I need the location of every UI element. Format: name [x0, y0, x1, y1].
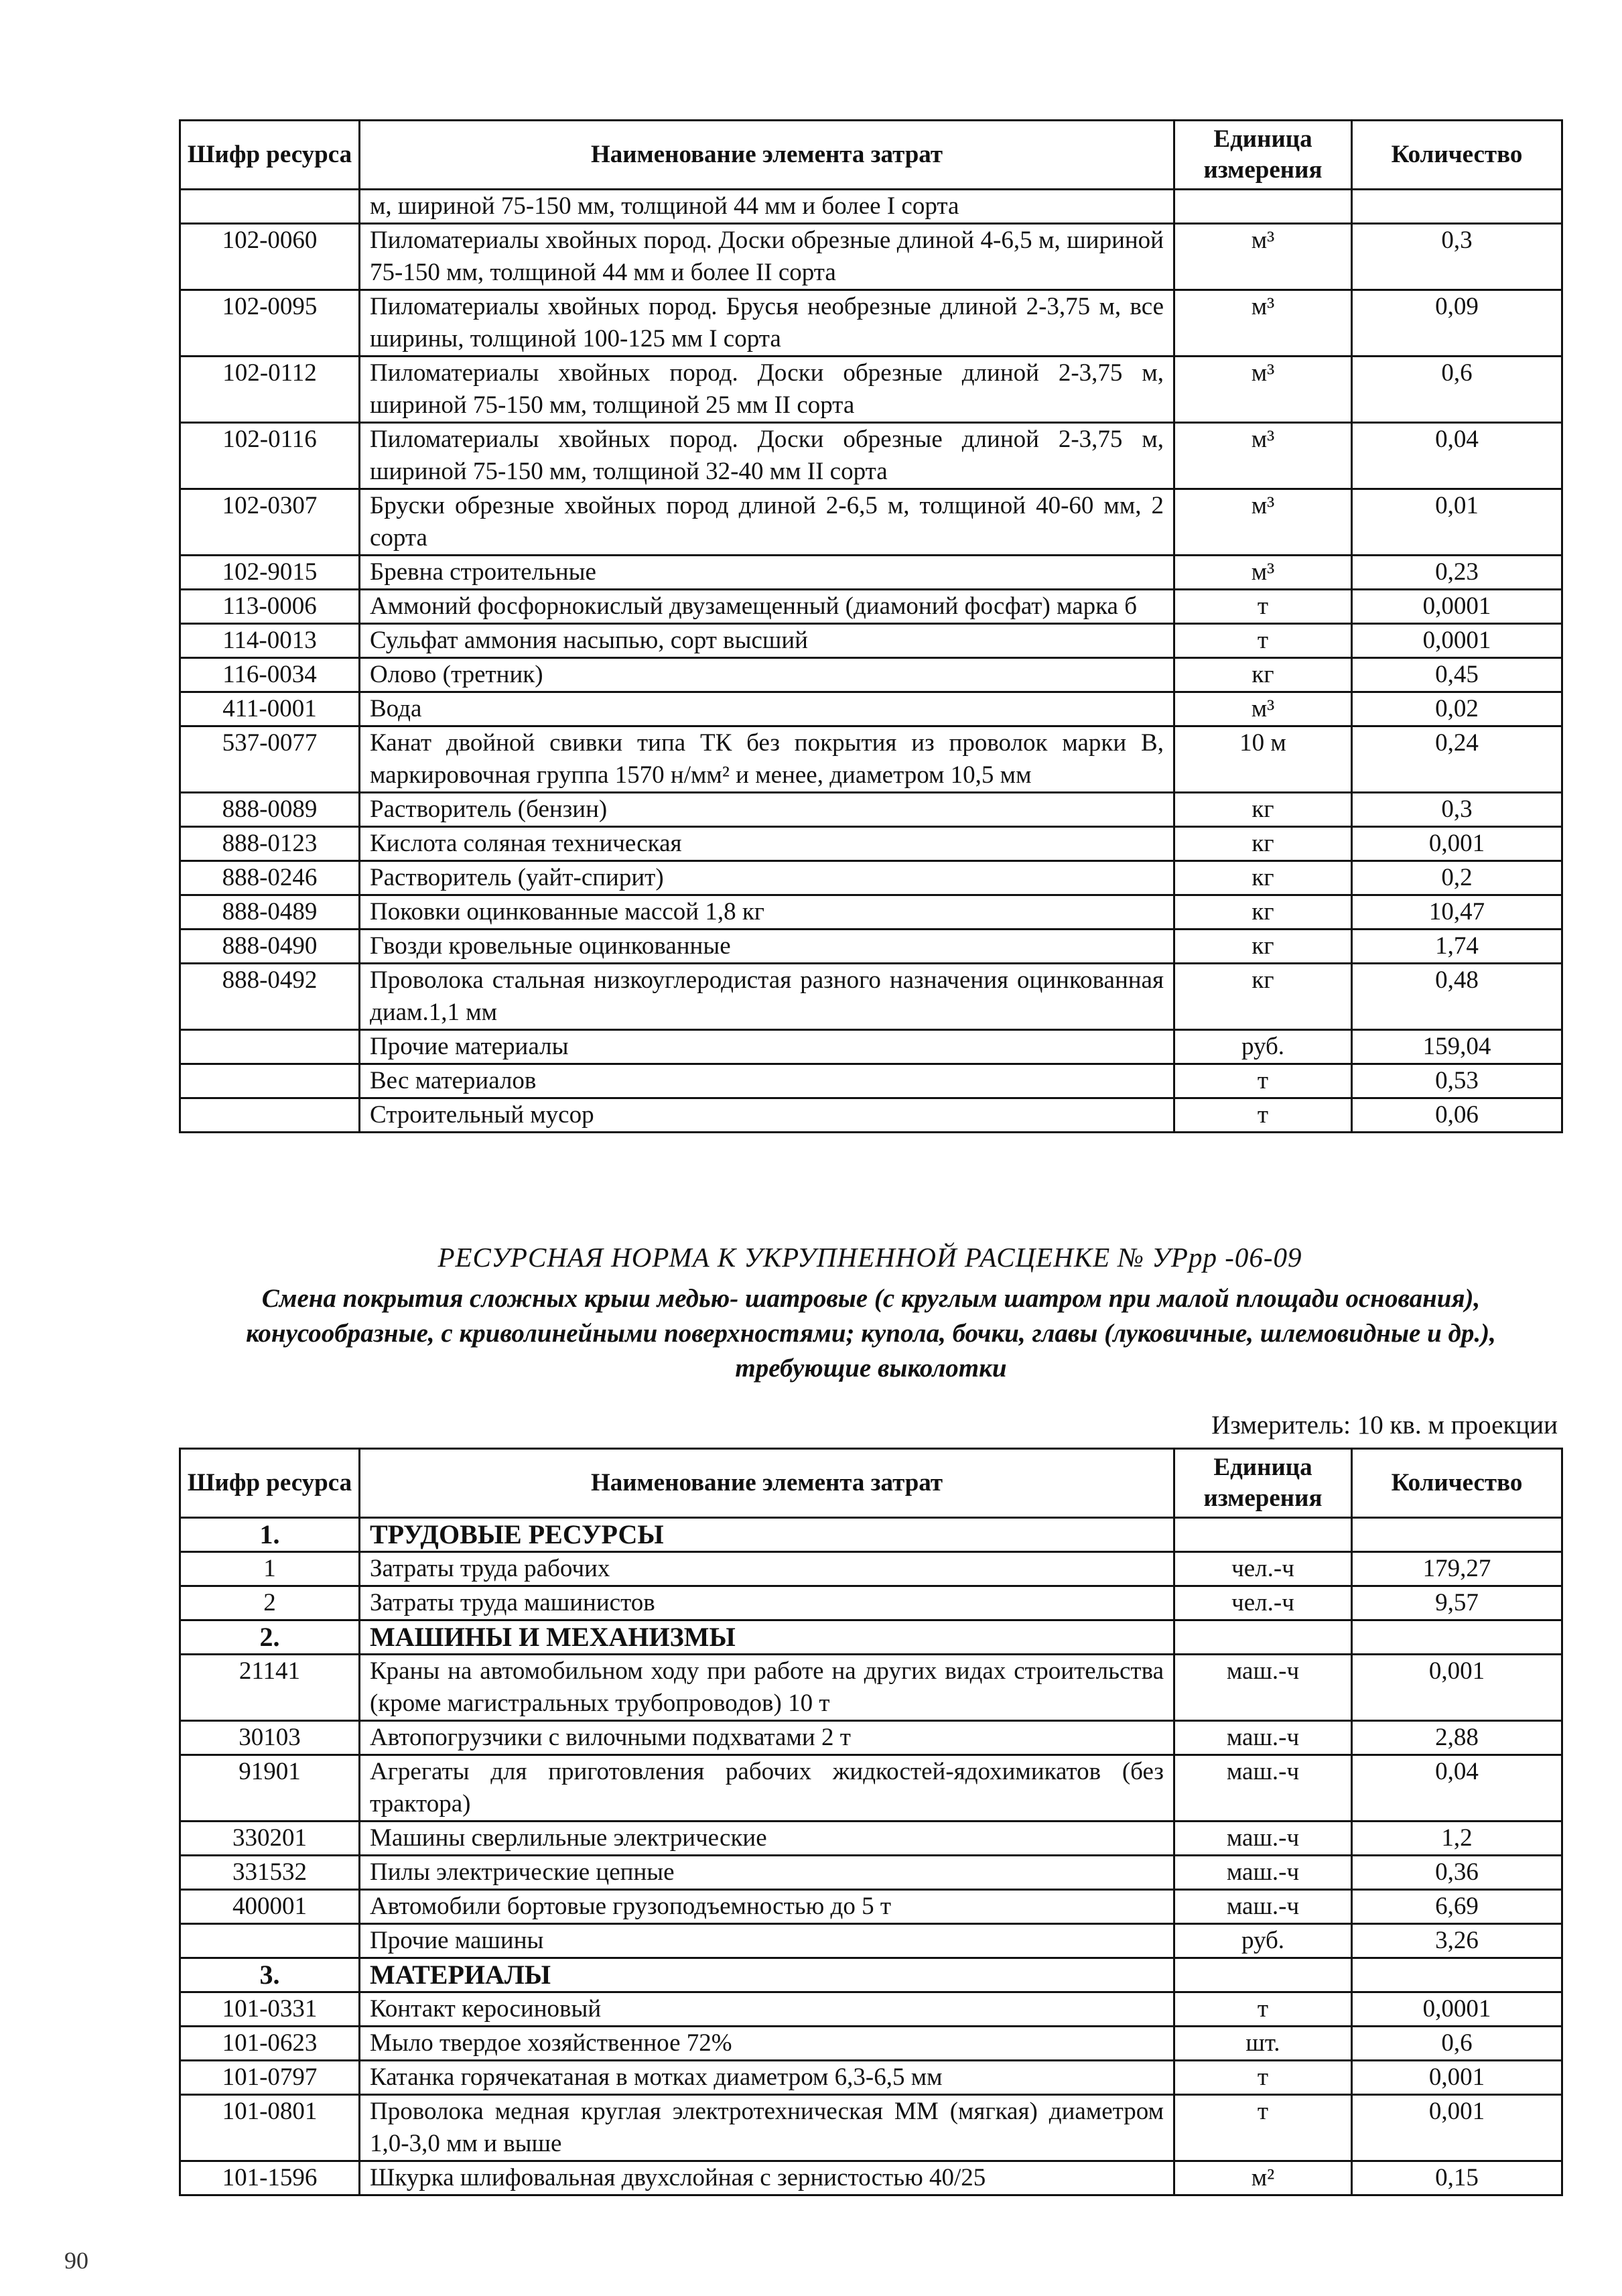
cell-code: 114-0013: [180, 624, 360, 658]
cell-qty: 2,88: [1352, 1721, 1562, 1755]
section-row: [180, 1518, 1562, 1552]
cell-code: 331532: [180, 1856, 360, 1890]
table-row: [180, 827, 1562, 861]
cell-unit: м³: [1174, 357, 1352, 423]
cell-qty: 0,36: [1352, 1856, 1562, 1890]
cell-name: м, шириной 75-150 мм, толщиной 44 мм и более I сорта: [360, 190, 1174, 224]
cell-unit: кг: [1174, 964, 1352, 1030]
table-row: [180, 726, 1562, 793]
cell-unit: кг: [1174, 658, 1352, 692]
cell-qty: 0,24: [1352, 726, 1562, 793]
cell-unit: т: [1174, 624, 1352, 658]
header-name: Наименование элемента затрат: [360, 121, 1174, 190]
cell-name: Поковки оцинкованные массой 1,8 кг: [360, 895, 1174, 930]
cell-qty: 6,69: [1352, 1890, 1562, 1924]
table-row: [180, 290, 1562, 357]
cell-name: Гвозди кровельные оцинкованные: [360, 930, 1174, 964]
cell-name: Затраты труда машинистов: [360, 1586, 1174, 1620]
cell-name: Машины сверлильные электрические: [360, 1822, 1174, 1856]
table-row: [180, 590, 1562, 624]
cell-unit: м³: [1174, 556, 1352, 590]
cell-unit: т: [1174, 2061, 1352, 2095]
table-row: [180, 1586, 1562, 1620]
cell-qty: [1352, 1620, 1562, 1655]
cell-name: Контакт керосиновый: [360, 1992, 1174, 2027]
table-row: [180, 1890, 1562, 1924]
cell-code: 888-0492: [180, 964, 360, 1030]
table-row: [180, 2095, 1562, 2161]
cell-qty: 1,74: [1352, 930, 1562, 964]
cell-qty: 0,23: [1352, 556, 1562, 590]
resource-table-continued: [179, 119, 1563, 1133]
cell-code: 101-1596: [180, 2161, 360, 2195]
header-code: Шифр ресурса: [180, 1449, 360, 1518]
cell-qty: 0,0001: [1352, 590, 1562, 624]
cell-unit: [1174, 1620, 1352, 1655]
cell-name: Растворитель (бензин): [360, 793, 1174, 827]
cell-code: 30103: [180, 1721, 360, 1755]
cell-code: 116-0034: [180, 658, 360, 692]
cell-qty: 0,0001: [1352, 1992, 1562, 2027]
table-row: [180, 1655, 1562, 1721]
cell-qty: 159,04: [1352, 1030, 1562, 1064]
cell-code: 101-0797: [180, 2061, 360, 2095]
cell-qty: 10,47: [1352, 895, 1562, 930]
cell-code: 2.: [180, 1620, 360, 1655]
cell-unit: м³: [1174, 290, 1352, 357]
cell-qty: [1352, 1958, 1562, 1992]
table-row: [180, 1755, 1562, 1822]
cell-unit: м³: [1174, 489, 1352, 556]
header-code: Шифр ресурса: [180, 121, 360, 190]
cell-qty: 0,04: [1352, 1755, 1562, 1822]
cell-name: Краны на автомобильном ходу при работе на других видах строительства (кроме магистральных трубопроводов) 10 т: [360, 1655, 1174, 1721]
header-qty: Количество: [1352, 121, 1562, 190]
cell-name: Канат двойной свивки типа ТК без покрытия из проволок марки В, маркировочная группа 1570 н/мм² и менее, диаметром 10,5 мм: [360, 726, 1174, 793]
cell-name: Сульфат аммония насыпью, сорт высший: [360, 624, 1174, 658]
cell-name: Аммоний фосфорнокислый двузамещенный (диамоний фосфат) марка б: [360, 590, 1174, 624]
cell-unit: руб.: [1174, 1030, 1352, 1064]
cell-code: 102-9015: [180, 556, 360, 590]
cell-code: [180, 1064, 360, 1098]
cell-unit: т: [1174, 1992, 1352, 2027]
cell-unit: маш.-ч: [1174, 1755, 1352, 1822]
table-row: [180, 2161, 1562, 2195]
page-number: 90: [64, 2247, 88, 2274]
section-subtitle: Смена покрытия сложных крыш медью- шатровые (с круглым шатром при малой площади основания), конусообразные, с криволинейными поверхностями; купола, бочки, главы (луковичные, шлемовидные и др.), требующие выколотки: [246, 1284, 1496, 1383]
table-body: [180, 1518, 1562, 2195]
section-row: [180, 1620, 1562, 1655]
table-row: [180, 1822, 1562, 1856]
cell-code: 888-0089: [180, 793, 360, 827]
header-name: Наименование элемента затрат: [360, 1449, 1174, 1518]
table-row: [180, 1992, 1562, 2027]
cell-code: 102-0116: [180, 423, 360, 489]
header-qty: Количество: [1352, 1449, 1562, 1518]
cell-name: Олово (третник): [360, 658, 1174, 692]
cell-code: 1.: [180, 1518, 360, 1552]
cell-name: Пиломатериалы хвойных пород. Доски обрезные длиной 4-6,5 м, шириной 75-150 мм, толщиной 44 мм и более II сорта: [360, 224, 1174, 290]
cell-qty: 0,0001: [1352, 624, 1562, 658]
table-row: [180, 1552, 1562, 1586]
header-unit: Единица измерения: [1174, 121, 1352, 190]
cell-unit: маш.-ч: [1174, 1655, 1352, 1721]
cell-name: Проволока стальная низкоуглеродистая разного назначения оцинкованная диам.1,1 мм: [360, 964, 1174, 1030]
cell-code: 113-0006: [180, 590, 360, 624]
cell-unit: шт.: [1174, 2027, 1352, 2061]
cell-name: Пилы электрические цепные: [360, 1856, 1174, 1890]
cell-code: 330201: [180, 1822, 360, 1856]
cell-code: 102-0307: [180, 489, 360, 556]
cell-qty: 0,001: [1352, 827, 1562, 861]
cell-name: Пиломатериалы хвойных пород. Доски обрезные длиной 2-3,75 м, шириной 75-150 мм, толщиной 25 мм II сорта: [360, 357, 1174, 423]
cell-code: 888-0490: [180, 930, 360, 964]
cell-code: 3.: [180, 1958, 360, 1992]
cell-name: Мыло твердое хозяйственное 72%: [360, 2027, 1174, 2061]
table-row: [180, 357, 1562, 423]
cell-name: Строительный мусор: [360, 1098, 1174, 1133]
section-title: РЕСУРСНАЯ НОРМА К УКРУПНЕННОЙ РАСЦЕНКЕ № УРрр -06-09: [437, 1242, 1302, 1273]
cell-name: МАШИНЫ И МЕХАНИЗМЫ: [360, 1620, 1174, 1655]
cell-name: Бревна строительные: [360, 556, 1174, 590]
cell-qty: [1352, 1518, 1562, 1552]
table-row: [180, 224, 1562, 290]
cell-code: [180, 190, 360, 224]
table-row: [180, 2061, 1562, 2095]
cell-qty: 0,001: [1352, 2061, 1562, 2095]
cell-qty: 0,15: [1352, 2161, 1562, 2195]
cell-unit: кг: [1174, 793, 1352, 827]
cell-name: Вес материалов: [360, 1064, 1174, 1098]
cell-code: 400001: [180, 1890, 360, 1924]
cell-name: Катанка горячекатаная в мотках диаметром 6,3-6,5 мм: [360, 2061, 1174, 2095]
cell-qty: 0,2: [1352, 861, 1562, 895]
table-row: [180, 423, 1562, 489]
measure-unit: Измеритель: 10 кв. м проекции: [1211, 1411, 1558, 1440]
cell-name: Прочие материалы: [360, 1030, 1174, 1064]
cell-qty: 0,001: [1352, 1655, 1562, 1721]
table-header-row: [180, 121, 1562, 190]
cell-name: Растворитель (уайт-спирит): [360, 861, 1174, 895]
cell-qty: 0,04: [1352, 423, 1562, 489]
cell-unit: руб.: [1174, 1924, 1352, 1958]
cell-code: 888-0123: [180, 827, 360, 861]
table-row: [180, 1098, 1562, 1133]
cell-unit: т: [1174, 590, 1352, 624]
cell-name: Агрегаты для приготовления рабочих жидкостей-ядохимикатов (без трактора): [360, 1755, 1174, 1822]
cell-qty: 0,6: [1352, 2027, 1562, 2061]
cell-unit: чел.-ч: [1174, 1586, 1352, 1620]
cell-code: 101-0623: [180, 2027, 360, 2061]
cell-code: 102-0095: [180, 290, 360, 357]
cell-unit: маш.-ч: [1174, 1721, 1352, 1755]
cell-unit: т: [1174, 2095, 1352, 2161]
cell-unit: маш.-ч: [1174, 1822, 1352, 1856]
cell-unit: чел.-ч: [1174, 1552, 1352, 1586]
cell-name: Бруски обрезные хвойных пород длиной 2-6,5 м, толщиной 40-60 мм, 2 сорта: [360, 489, 1174, 556]
cell-name: Прочие машины: [360, 1924, 1174, 1958]
cell-qty: 179,27: [1352, 1552, 1562, 1586]
cell-code: 411-0001: [180, 692, 360, 726]
cell-qty: 0,09: [1352, 290, 1562, 357]
cell-unit: маш.-ч: [1174, 1890, 1352, 1924]
cell-name: МАТЕРИАЛЫ: [360, 1958, 1174, 1992]
cell-name: Затраты труда рабочих: [360, 1552, 1174, 1586]
cell-name: Вода: [360, 692, 1174, 726]
cell-qty: 0,53: [1352, 1064, 1562, 1098]
cell-unit: 10 м: [1174, 726, 1352, 793]
resource-table: [179, 1448, 1563, 2196]
table-body: [180, 190, 1562, 1133]
table-row: [180, 1030, 1562, 1064]
table-row: [180, 1721, 1562, 1755]
table-row: [180, 1924, 1562, 1958]
cell-qty: 1,2: [1352, 1822, 1562, 1856]
cell-unit: кг: [1174, 861, 1352, 895]
cell-code: 101-0331: [180, 1992, 360, 2027]
cell-unit: м³: [1174, 692, 1352, 726]
cell-unit: кг: [1174, 827, 1352, 861]
cell-qty: 0,02: [1352, 692, 1562, 726]
table-row: [180, 861, 1562, 895]
cell-code: 91901: [180, 1755, 360, 1822]
table-row: [180, 489, 1562, 556]
cell-name: Шкурка шлифовальная двухслойная с зернистостью 40/25: [360, 2161, 1174, 2195]
table-row: [180, 624, 1562, 658]
table-row: [180, 964, 1562, 1030]
cell-code: 1: [180, 1552, 360, 1586]
table-row: [180, 2027, 1562, 2061]
cell-name: ТРУДОВЫЕ РЕСУРСЫ: [360, 1518, 1174, 1552]
table-row: [180, 895, 1562, 930]
cell-qty: 0,3: [1352, 793, 1562, 827]
cell-unit: [1174, 190, 1352, 224]
cell-code: [180, 1924, 360, 1958]
cell-code: 888-0489: [180, 895, 360, 930]
cell-qty: 0,45: [1352, 658, 1562, 692]
cell-code: 537-0077: [180, 726, 360, 793]
cell-name: Автопогрузчики с вилочными подхватами 2 т: [360, 1721, 1174, 1755]
cell-name: Пиломатериалы хвойных пород. Брусья необрезные длиной 2-3,75 м, все ширины, толщиной 100-125 мм I сорта: [360, 290, 1174, 357]
section-row: [180, 1958, 1562, 1992]
cell-unit: [1174, 1518, 1352, 1552]
cell-code: 888-0246: [180, 861, 360, 895]
table-row: [180, 1856, 1562, 1890]
cell-qty: 0,06: [1352, 1098, 1562, 1133]
table-row: [180, 930, 1562, 964]
cell-qty: 9,57: [1352, 1586, 1562, 1620]
cell-unit: т: [1174, 1064, 1352, 1098]
cell-name: Пиломатериалы хвойных пород. Доски обрезные длиной 2-3,75 м, шириной 75-150 мм, толщиной 32-40 мм II сорта: [360, 423, 1174, 489]
cell-name: Проволока медная круглая электротехническая ММ (мягкая) диаметром 1,0-3,0 мм и выше: [360, 2095, 1174, 2161]
cell-name: Автомобили бортовые грузоподъемностью до 5 т: [360, 1890, 1174, 1924]
cell-unit: м³: [1174, 224, 1352, 290]
cell-qty: 0,01: [1352, 489, 1562, 556]
table-row: [180, 692, 1562, 726]
cell-qty: 0,6: [1352, 357, 1562, 423]
cell-unit: [1174, 1958, 1352, 1992]
cell-qty: 0,48: [1352, 964, 1562, 1030]
table-row: [180, 556, 1562, 590]
cell-unit: маш.-ч: [1174, 1856, 1352, 1890]
table-row: [180, 658, 1562, 692]
cell-unit: м²: [1174, 2161, 1352, 2195]
cell-code: 102-0060: [180, 224, 360, 290]
cell-qty: [1352, 190, 1562, 224]
cell-code: 102-0112: [180, 357, 360, 423]
cell-unit: кг: [1174, 930, 1352, 964]
cell-name: Кислота соляная техническая: [360, 827, 1174, 861]
table-header-row: [180, 1449, 1562, 1518]
cell-qty: 0,001: [1352, 2095, 1562, 2161]
cell-code: [180, 1030, 360, 1064]
cell-code: 2: [180, 1586, 360, 1620]
cell-code: 21141: [180, 1655, 360, 1721]
table-row: [180, 190, 1562, 224]
header-unit: Единица измерения: [1174, 1449, 1352, 1518]
cell-qty: 0,3: [1352, 224, 1562, 290]
table-row: [180, 1064, 1562, 1098]
cell-code: [180, 1098, 360, 1133]
table-row: [180, 793, 1562, 827]
cell-qty: 3,26: [1352, 1924, 1562, 1958]
cell-unit: м³: [1174, 423, 1352, 489]
cell-unit: кг: [1174, 895, 1352, 930]
cell-unit: т: [1174, 1098, 1352, 1133]
cell-code: 101-0801: [180, 2095, 360, 2161]
